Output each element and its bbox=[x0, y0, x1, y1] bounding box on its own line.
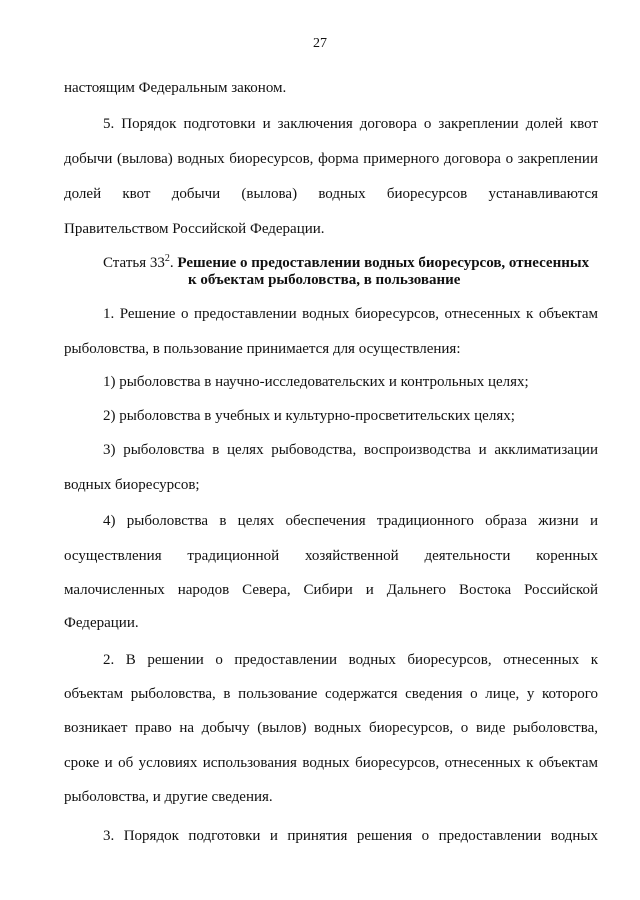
text-line: рыболовства, и другие сведения. bbox=[64, 789, 273, 805]
list-item: 4) рыболовства в целях обеспечения традиционного образа жизни и bbox=[103, 513, 598, 529]
text-line: Федерации. bbox=[64, 615, 139, 631]
text-line: долей квот добычи (вылова) водных биоресурсов устанавливаются bbox=[64, 186, 598, 202]
article-title-line2: к объектам рыболовства, в пользование bbox=[188, 272, 461, 288]
text-line: настоящим Федеральным законом. bbox=[64, 80, 287, 96]
text-line: 2. В решении о предоставлении водных биоресурсов, отнесенных к bbox=[103, 652, 598, 668]
list-item: 3) рыболовства в целях рыбоводства, воспроизводства и акклиматизации bbox=[103, 442, 598, 458]
text-line: возникает право на добычу (вылов) водных биоресурсов, о виде рыболовства, bbox=[64, 720, 598, 736]
text-line: добычи (вылова) водных биоресурсов, форма примерного договора о закреплении bbox=[64, 151, 598, 167]
text-line: осуществления традиционной хозяйственной деятельности коренных bbox=[64, 548, 598, 564]
article-number: Статья $33^2$. bbox=[103, 253, 174, 271]
text-line: малочисленных народов Севера, Сибири и Дальнего Востока Российской bbox=[64, 582, 598, 598]
list-item: 2) рыболовства в учебных и культурно-просветительских целях; bbox=[103, 408, 515, 424]
text-line: 5. Порядок подготовки и заключения договора о закреплении долей квот bbox=[103, 116, 598, 132]
text-line: 3. Порядок подготовки и принятия решения о предоставлении водных bbox=[103, 828, 598, 844]
text-line: объектам рыболовства, в пользование содержатся сведения о лице, у которого bbox=[64, 686, 598, 702]
text-line: рыболовства, в пользование принимается для осуществления: bbox=[64, 341, 461, 357]
article-title-line1: Решение о предоставлении водных биоресурсов, отнесенных bbox=[177, 255, 590, 271]
text-line: сроке и об условиях использования водных биоресурсов, отнесенных к объектам bbox=[64, 755, 598, 771]
text-line: водных биоресурсов; bbox=[64, 477, 200, 493]
list-item: 1) рыболовства в научно-исследовательских и контрольных целях; bbox=[103, 374, 529, 390]
text-line: Правительством Российской Федерации. bbox=[64, 221, 325, 237]
page-number: 27 bbox=[313, 36, 327, 51]
text-line: 1. Решение о предоставлении водных биоресурсов, отнесенных к объектам bbox=[103, 306, 598, 322]
